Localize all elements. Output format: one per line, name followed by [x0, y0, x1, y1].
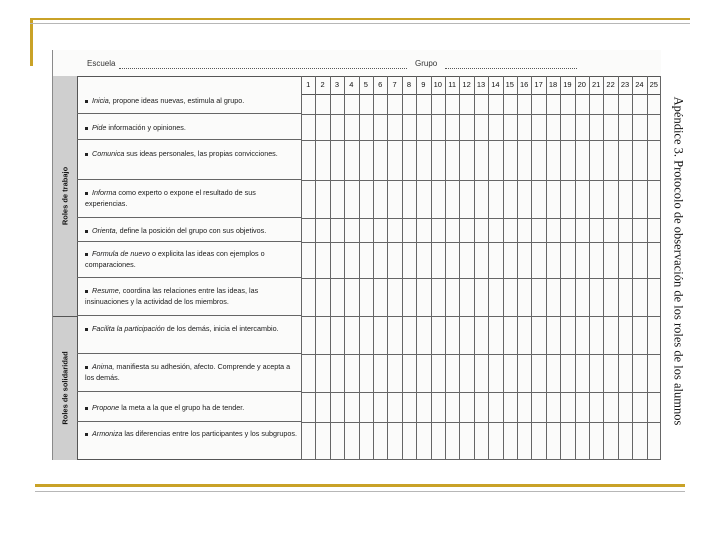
- column-number: 10: [433, 80, 442, 89]
- column-number: 19: [563, 80, 572, 89]
- section-label-solidarity: Roles de solidaridad: [60, 351, 70, 425]
- bullet-icon: [85, 407, 88, 410]
- grid-line: [330, 76, 331, 460]
- bullet-icon: [85, 253, 88, 256]
- grid-line: [373, 76, 374, 460]
- column-number: 23: [620, 80, 630, 89]
- section-divider: [53, 316, 77, 317]
- group-field-line: [445, 68, 577, 69]
- column-numbers-row: [301, 76, 661, 95]
- column-number: 21: [592, 80, 601, 89]
- column-number: 15: [505, 80, 514, 89]
- items-column: [77, 76, 301, 460]
- grid-line: [618, 76, 619, 460]
- grid-line: [387, 76, 388, 460]
- bullet-icon: [85, 153, 88, 156]
- list-item: Propone la meta a la que el grupo ha de tender.: [77, 392, 301, 422]
- list-item: Orienta, define la posición del grupo con sus objetivos.: [77, 218, 301, 242]
- list-item: Comunica sus ideas personales, las propias convicciones.: [77, 140, 301, 180]
- grid-line: [301, 140, 661, 141]
- document-title: Apéndice 3. Protocolo de observación de los roles de los alumnos: [671, 96, 686, 426]
- grid-line: [344, 76, 345, 460]
- grid-line: [474, 76, 475, 460]
- column-number: 9: [421, 80, 426, 89]
- list-item: Informa como experto o expone el resultado de sus experiencias.: [77, 180, 301, 218]
- grid-line: [632, 76, 633, 460]
- column-number: 22: [606, 80, 615, 89]
- grid-line: [445, 76, 446, 460]
- slide-accent-vertical: [30, 18, 33, 66]
- section-band-work: [53, 76, 78, 316]
- slide-bottom-rule: [35, 484, 685, 487]
- column-number: 20: [577, 80, 586, 89]
- grid-line: [359, 76, 360, 460]
- list-item: Armoniza las diferencias entre los participantes y los subgrupos.: [77, 422, 301, 460]
- grid-line: [647, 76, 648, 460]
- section-band-solidarity: [53, 316, 78, 460]
- bullet-icon: [85, 290, 88, 293]
- grid-line: [488, 76, 489, 460]
- list-item: Anima, manifiesta su adhesión, afecto. Comprende y acepta a los demás.: [77, 354, 301, 392]
- bullet-icon: [85, 127, 88, 130]
- grid-line: [517, 76, 518, 460]
- column-number: 14: [491, 80, 500, 89]
- bullet-icon: [85, 100, 88, 103]
- bullet-icon: [85, 366, 88, 369]
- grid-line: [301, 316, 661, 317]
- column-number: 18: [548, 80, 558, 89]
- header-row: [53, 50, 661, 77]
- grid-line: [575, 76, 576, 460]
- column-number: 2: [320, 80, 325, 89]
- vertical-title: [666, 78, 690, 444]
- section-label-work: Roles de trabajo: [60, 166, 70, 226]
- bullet-icon: [85, 433, 88, 436]
- grid-line: [431, 76, 432, 460]
- column-number: 1: [306, 80, 311, 89]
- grid-line: [301, 114, 661, 115]
- slide-top-rule: [30, 18, 690, 20]
- grid-line: [301, 218, 661, 219]
- grid-line: [531, 76, 532, 460]
- column-number: 5: [363, 80, 368, 89]
- grid-line: [301, 180, 661, 181]
- grid-line: [301, 76, 302, 460]
- grid-line: [503, 76, 504, 460]
- grid-line: [301, 354, 661, 355]
- column-number: 6: [378, 80, 383, 89]
- column-number: 4: [349, 80, 354, 89]
- list-item: Formula de nuevo o explicita las ideas con ejemplos o comparaciones.: [77, 242, 301, 278]
- column-number: 24: [635, 80, 644, 89]
- grid-line: [301, 422, 661, 423]
- list-item: Resume, coordina las relaciones entre las ideas, las insinuaciones y la actividad de los miembros.: [77, 278, 301, 316]
- school-label: Escuela: [87, 59, 116, 68]
- list-item: Facilita la participación de los demás, inicia el intercambio.: [77, 316, 301, 354]
- column-number: 17: [534, 80, 543, 89]
- grid-line: [301, 278, 661, 279]
- column-number: 3: [334, 80, 340, 89]
- grid-line: [301, 392, 661, 393]
- column-number: 12: [462, 80, 471, 89]
- grid-line: [416, 76, 417, 460]
- grid-line: [301, 242, 661, 243]
- bullet-icon: [85, 192, 88, 195]
- grid-line: [603, 76, 604, 460]
- column-number: 13: [476, 80, 486, 89]
- column-number: 11: [448, 80, 457, 89]
- list-item: Inicia, propone ideas nuevas, estimula al grupo.: [77, 76, 301, 114]
- bullet-icon: [85, 230, 88, 233]
- column-number: 8: [406, 80, 412, 89]
- column-number: 7: [392, 80, 397, 89]
- scanned-page: [52, 50, 661, 460]
- column-number: 25: [649, 80, 658, 89]
- column-number: 16: [520, 80, 529, 89]
- list-item: Pide información y opiniones.: [77, 114, 301, 140]
- bullet-icon: [85, 328, 88, 331]
- grid-line: [589, 76, 590, 460]
- observation-grid: [53, 76, 661, 460]
- grid-line: [301, 459, 661, 460]
- grid-line: [402, 76, 403, 460]
- group-label: Grupo: [415, 59, 438, 68]
- grid-line: [315, 76, 316, 460]
- grid-line: [459, 76, 460, 460]
- school-field-line: [119, 68, 407, 69]
- grid-line: [560, 76, 561, 460]
- grid-line: [546, 76, 547, 460]
- grid-line: [660, 76, 661, 460]
